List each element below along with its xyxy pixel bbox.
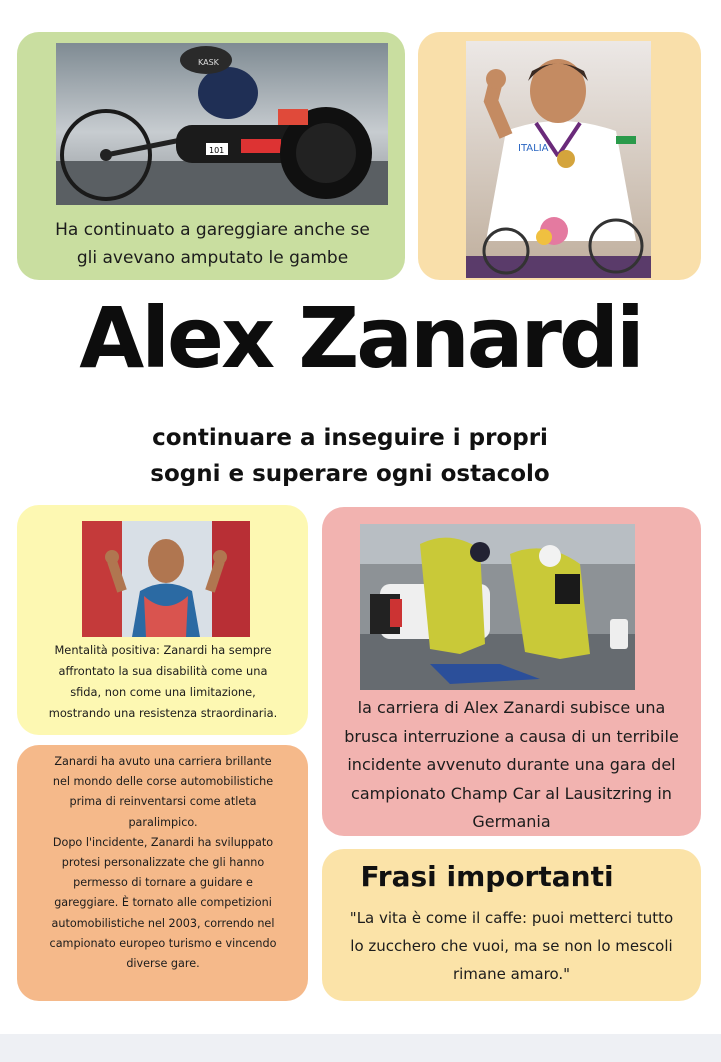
subtitle-line-1: continuare a inseguire i propri (152, 425, 548, 451)
career-text (28, 752, 298, 974)
bike-number-text: 101 (209, 146, 225, 155)
quote-line-1: "La vita è come il caffe: puoi metterci tutto (349, 909, 674, 927)
career-line-10: campionato europeo turismo e vincendo (49, 936, 277, 950)
bottom-strip (0, 1034, 721, 1062)
handbike-caption-line-2: gli avevano amputato le gambe (76, 248, 349, 268)
career-line-4: paralimpico. (128, 815, 198, 829)
quotes-heading: Frasi importanti (360, 860, 614, 893)
quotes-text (322, 904, 701, 988)
career-line-6: protesi personalizzate che gli hanno (61, 856, 265, 870)
crash-line-3: incidente avvenuto durante una gara del (347, 755, 676, 774)
career-line-11: diverse gare. (126, 957, 200, 971)
positive-line-1: Mentalità positiva: Zanardi ha sempre (54, 643, 272, 657)
shirt-text: ITALIA (518, 143, 549, 154)
career-line-1: Zanardi ha avuto una carriera brillante (54, 755, 272, 768)
crash-line-4: campionato Champ Car al Lausitzring in (351, 783, 672, 803)
handbike-caption-line-1: Ha continuato a gareggiare anche se (55, 220, 370, 240)
positive-text (30, 640, 296, 724)
career-line-5: Dopo l'incidente, Zanardi ha sviluppato (52, 835, 274, 849)
subtitle-line-2: sogni e superare ogni ostacolo (150, 461, 550, 487)
page-title: Alex Zanardi (79, 289, 642, 387)
career-line-7: permesso di tornare a guidare e (73, 876, 253, 890)
quote-line-3: rimane amaro." (452, 965, 571, 983)
handbike-caption (40, 216, 385, 272)
handbike-photo (56, 43, 388, 205)
positive-line-2: affrontato la sua disabilità come una (58, 664, 268, 678)
medal-photo (466, 41, 651, 278)
quote-line-2: lo zucchero che vuoi, ma se non lo mescoli (350, 937, 673, 955)
positive-line-4: mostrando una resistenza straordinaria. (48, 706, 278, 720)
crash-line-5: Germania (472, 812, 551, 831)
career-line-9: automobilistiche nel 2003, correndo nel (51, 916, 275, 930)
crash-photo (360, 524, 635, 690)
crash-line-1: la carriera di Alex Zanardi subisce una (357, 698, 666, 717)
positive-photo (82, 521, 250, 637)
career-line-3: prima di reinventarsi come atleta (69, 795, 257, 809)
page-subtitle (100, 420, 600, 492)
positive-line-3: sfida, non come una limitazione, (70, 685, 256, 699)
career-line-8: gareggiare. È tornato alle competizioni (54, 896, 272, 910)
crash-text (322, 694, 701, 837)
career-line-2: nel mondo delle corse automobilistiche (52, 775, 274, 789)
helmet-text: KASK (198, 58, 219, 67)
crash-line-2: brusca interruzione a causa di un terribile (344, 726, 679, 746)
